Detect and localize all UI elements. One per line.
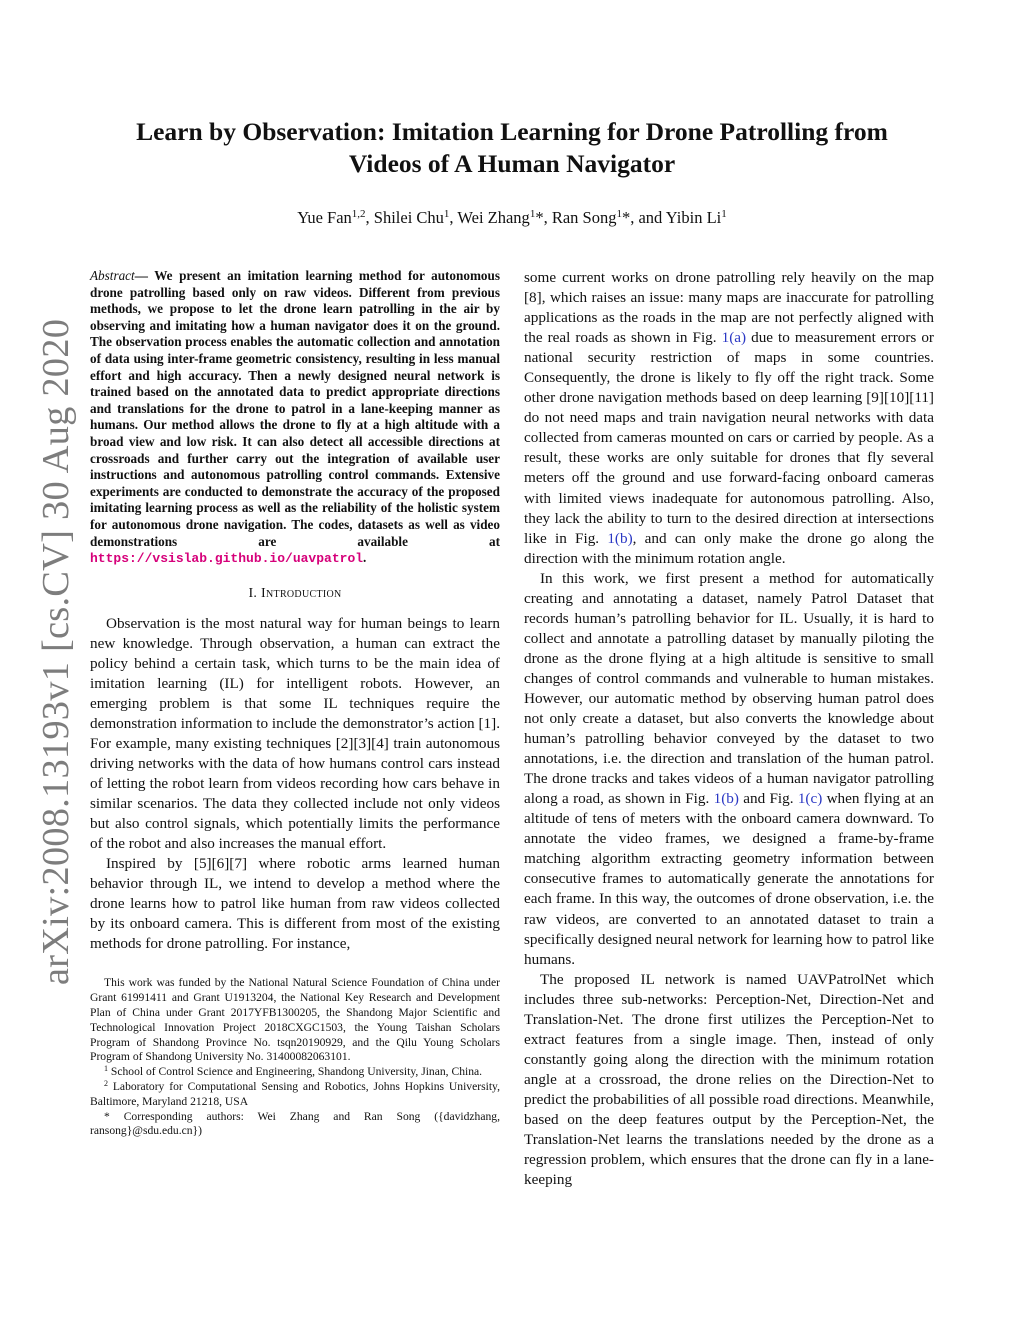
arxiv-identifier: arXiv:2008.13193v1 [cs.CV] 30 Aug 2020 [35, 318, 77, 986]
section-title: Introduction [261, 585, 342, 601]
right-column [524, 268, 934, 1190]
author-name: Ran Song [551, 208, 617, 227]
body-paragraph: In this work, we first present a method for automatically creating and annotating a dataset, namely Patrol Dataset that records human’s patrolling behavior for IL. Usually, it is hard to collect and annotate a patrolling dataset by manually piloting the drone as the drone flying at a high altitude is sensitive to small changes of control commands and vulnerable to human mistakes. However, our automatic method by observing human patrol does not only create a dataset, but also converts the knowledge about human’s patrolling behavior conveyed by the dataset to two annotations, i.e. the direction and translation of the human patrol. The drone tracks and takes videos of a human navigator patrolling along a road, as shown in Fig. 1(b) and Fig. 1(c) when flying at an altitude of tens of meters with the onboard camera downward. To annotate the video frames, we designed a frame-by-frame matching algorithm extracting geometry information between consecutive frames to automatically generate the annotations for each frame. In this way, the outcomes of drone observation, i.e. the raw videos, are converted to an annotated dataset to train a specifically designed neural network for learning how to patrol like humans. [524, 569, 934, 968]
funding-footnote: This work was funded by the National Natural Science Foundation of China under Grant 61991411 and Grant U1913204, the National Key Research and Development Plan of China under Grant 2017YFB1300205, the Shandong Major Scientific and Technological Innovation Project 2018CXGC1503, the Young Taishan Scholars Program of Shandong Province No. tsqn20190929, and the Qilu Young Scholars Program of Shandong University No. 31400082063101. [90, 976, 500, 1064]
figure-reference-link[interactable]: 1(b) [607, 529, 633, 547]
author-affiliation: 1 [721, 208, 727, 220]
left-column [90, 268, 500, 1139]
abstract-label: Abstract [90, 268, 135, 283]
project-url-link[interactable]: https://vsislab.github.io/uavpatrol [90, 551, 364, 567]
author-affiliation: 1,2 [351, 208, 366, 220]
abstract-text: We present an imitation learning method for autonomous drone patrolling based only on raw videos. Different from previous methods, we propose to let the drone learn patrolling in the air by observing and imitating how a human navigator does it on the ground. The observation process enables the automatic collection and annotation of data using inter-frame geometric consistency, resulting in less manual effort and high accuracy. Then a newly designed neural network is trained based on the annotated data to predict appropriate directions and translations for the drone to patrol in a lane-keeping manner as humans. Our method allows the drone to fly at a high altitude with a broad view and low risk. It can also detect all accessible directions at crossroads and further carry out the integration of available user instructions and autonomous patrolling control commands. Extensive experiments are conducted to demonstrate the accuracy of the proposed imitating learning process as well as the reliability of the holistic system for autonomous drone navigation. The codes, datasets as well as video demonstrations are available at [90, 268, 500, 549]
author-affiliation: 1 [443, 208, 450, 220]
affiliation-footnote: $^1$ School of Control Science and Engineering, Shandong University, Jinan, China. [104, 1064, 483, 1079]
body-paragraph: The proposed IL network is named UAVPatrolNet which includes three sub-networks: Perception-Net, Direction-Net and Translation-Net. The drone first utilizes the Perception-Net to extract features from a single image. Then, instead of only constantly going along the direction with the minimum rotation angle at a crossroad, the drone relies on the Direction-Net to predict the probabilities of all possible road directions. Meanwhile, based on the deep features output by the Perception-Net, the Translation-Net learns the translations needed by the drone as a regression problem, which ensures that the drone can fly in a lane-keeping [524, 970, 934, 1189]
intro-paragraph: Observation is the most natural way for human beings to learn new knowledge. Through observation, a human can extract the policy behind a certain task, which turns to be the main idea of imitation learning (IL) for intelligent robots. However, an emerging problem is that some IL techniques require the demonstration information to include the demonstrator’s action [1]. For example, many existing techniques [2][3][4] train autonomous driving networks with the data of how humans control cars instead of letting the robot learn from videos recording how cars behave in similar scenarios. The data they collected include not only videos but also control signals, which potentially limits the performance of the robot and also increases the manual effort. [90, 614, 500, 853]
author-list: Yue Fan$^{1,2}$, Shilei Chu$^1$, Wei Zhang$^1$*, Ran Song$^1$*, and Yibin Li$^1$ [297, 208, 727, 227]
affiliation-footnote: $^2$ Laboratory for Computational Sensing and Robotics, Johns Hopkins University, Baltimore, Maryland 21218, USA [90, 1079, 500, 1108]
body-paragraph: some current works on drone patrolling rely heavily on the map [8], which raises an issue: many maps are inaccurate for patrolling applications as the roads in the map are not perfectly aligned with the real roads as shown in Fig. 1(a) due to measurement errors or national security restriction of maps in some countries. Consequently, the drone is likely to fly off the right track. Some other drone navigation methods based on deep learning [9][10][11] do not need maps and train navigation neural networks with data collected from cameras mounted on cars or carried by people. As a result, these works are only suitable for drones that fly several meters off the ground and use forward-facing onboard cameras with limited views inadequate for autonomous patrolling. Also, they lack the ability to turn to the desired direction at intersections like in Fig. 1(b), and can only make the drone go along the direction with the minimum rotation angle. [524, 269, 934, 567]
section-number: I. [248, 585, 258, 601]
author-name: Yue Fan [297, 208, 352, 227]
author-name: Shilei Chu [373, 208, 444, 227]
author-affiliation: 1 [529, 208, 536, 220]
title-line-1: Learn by Observation: Imitation Learning for Drone Patrolling from [136, 117, 888, 146]
corresponding-footnote: * Corresponding authors: Wei Zhang and Ran Song ({davidzhang, ransong}@sdu.edu.cn}) [90, 1109, 500, 1138]
corresponding-mark: * [535, 208, 544, 227]
section-heading-introduction [90, 586, 500, 602]
figure-reference-link[interactable]: 1(c) [797, 790, 823, 808]
paper-title [90, 116, 934, 180]
footnotes [90, 976, 500, 1139]
author-name: Yibin Li [665, 208, 722, 227]
abstract: Abstract— We present an imitation learning method for autonomous drone patrolling based only on raw videos. Different from previous methods, we propose to let the drone learn patrolling in the air by observing and imitating how a human navigator does it on the ground. The observation process enables the automatic collection and annotation of data using inter-frame geometric consistency, resulting in less manual effort and high accuracy. Then a newly designed neural network is trained based on the annotated data to predict appropriate directions and translations for the drone to patrol in a lane-keeping manner as humans. Our method allows the drone to fly at a high altitude with a broad view and low risk. It can also detect all accessible directions at crossroads and further carry out the integration of available user instructions and autonomous patrolling control commands. Extensive experiments are conducted to demonstrate the accuracy of the proposed imitating learning process as well as the reliability of the holistic system for autonomous drone navigation. The codes, datasets as well as video demonstrations are available at https://vsislab.github.io/uavpatrol. [90, 268, 500, 567]
title-line-2: Videos of A Human Navigator [348, 149, 676, 178]
author-name: Wei Zhang [457, 208, 530, 227]
author-affiliation: 1 [616, 208, 622, 220]
intro-paragraph: Inspired by [5][6][7] where robotic arms learned human behavior through IL, we intend to develop a method where the drone learns how to patrol like human from raw videos collected by its onboard camera. This is different from most of the existing methods for drone patrolling. For instance, [90, 855, 500, 953]
figure-reference-link[interactable]: 1(b) [713, 790, 739, 808]
corresponding-mark: * [621, 208, 631, 227]
figure-reference-link[interactable]: 1(a) [721, 329, 747, 347]
